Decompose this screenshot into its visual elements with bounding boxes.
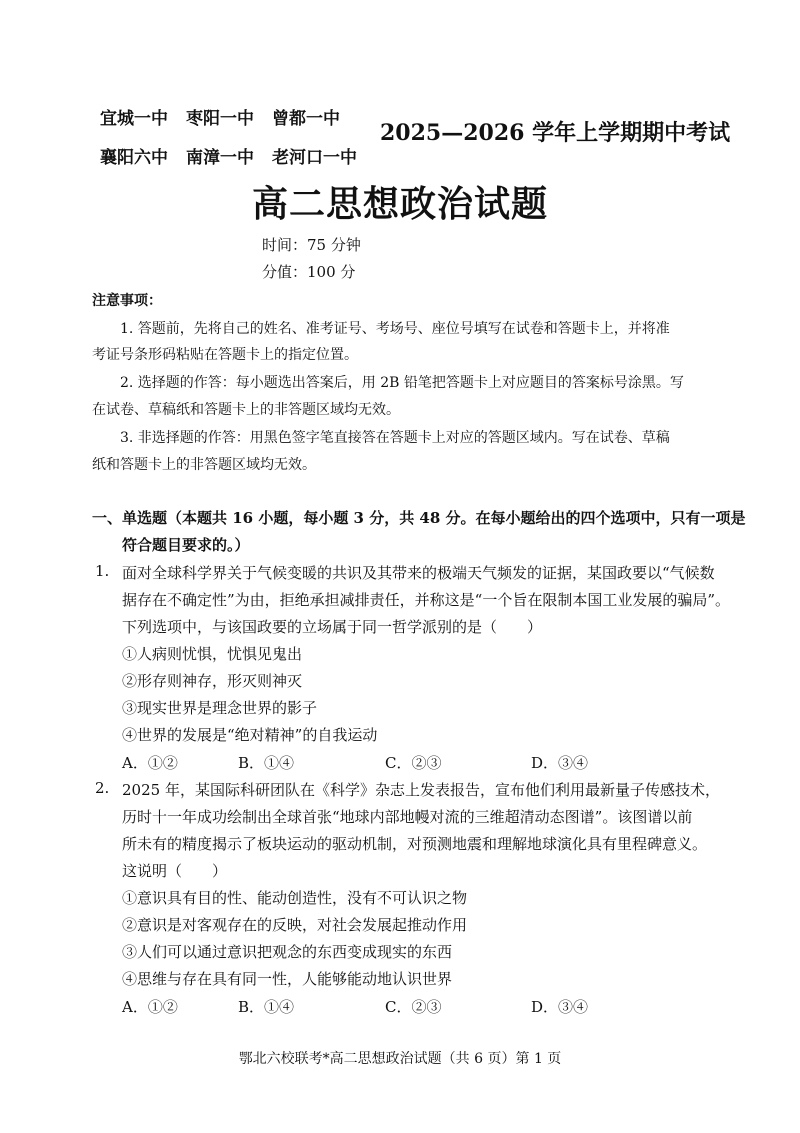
- page-footer: 鄂北六校联考*高二思想政治试题（共 6 页）第 1 页: [238, 1051, 562, 1067]
- exam-score: 分值：100 分: [262, 263, 356, 281]
- answer-option: A．①②: [122, 754, 178, 772]
- notice-heading: 注意事项：: [92, 293, 162, 309]
- section-heading-cont: 符合题目要求的。）: [122, 536, 250, 554]
- question-item: ②形存则神存，形灭则神灭: [122, 672, 303, 690]
- question-item: ③现实世界是理念世界的影子: [122, 699, 318, 717]
- question-item: ①意识具有目的性、能动创造性，没有不可认识之物: [122, 889, 468, 907]
- school-name: 曾都一中: [272, 109, 340, 129]
- question-stem-line: 据存在不确定性”为由，拒绝承担减排责任，并称这是“一个旨在限制本国工业发展的骗局”。: [122, 591, 731, 609]
- question-item: ①人病则忧惧，忧惧见鬼出: [122, 645, 303, 663]
- question-item: ④思维与存在具有同一性，人能够能动地认识世界: [122, 970, 453, 988]
- school-name: 襄阳六中: [100, 148, 168, 168]
- notice-line: 2. 选择题的作答：每小题选出答案后，用 2B 铅笔把答题卡上对应题目的答案标号涂黑。写: [120, 375, 684, 391]
- notice-line: 纸和答题卡上的非答题区域均无效。: [92, 457, 316, 473]
- notice-line: 在试卷、草稿纸和答题卡上的非答题区域均无效。: [92, 402, 400, 418]
- question-stem-line: 所未有的精度揭示了板块运动的驱动机制，对预测地震和理解地球演化具有里程碑意义。: [122, 835, 708, 853]
- notice-line: 3. 非选择题的作答：用黑色签字笔直接答在答题卡上对应的答题区域内。写在试卷、草稿: [120, 430, 670, 446]
- school-name: 枣阳一中: [186, 109, 254, 129]
- exam-name: 2025—2026 学年上学期期中考试: [380, 120, 731, 146]
- question-item: ④世界的发展是“绝对精神”的自我运动: [122, 726, 378, 744]
- question-stem-line: 2025 年，某国际科研团队在《科学》杂志上发表报告，宣布他们利用最新量子传感技术，: [122, 781, 720, 799]
- school-name: 老河口一中: [272, 148, 357, 168]
- question-item: ②意识是对客观存在的反映，对社会发展起推动作用: [122, 916, 468, 934]
- question-stem-line: 这说明（ ）: [122, 862, 228, 880]
- question-stem-line: 面对全球科学界关于气候变暖的共识及其带来的极端天气频发的证据，某国政要以“气候数: [122, 564, 715, 582]
- notice-line: 1. 答题前，先将自己的姓名、准考证号、考场号、座位号填写在试卷和答题卡上，并将准: [120, 321, 670, 337]
- question-item: ③人们可以通过意识把观念的东西变成现实的东西: [122, 943, 453, 961]
- answer-option: D．③④: [531, 754, 589, 772]
- answer-option: D．③④: [531, 998, 589, 1016]
- question-stem-line: 历时十一年成功绘制出全球首张“地球内部地幔对流的三维超清动态图谱”。该图谱以前: [122, 808, 693, 826]
- question-stem-line: 下列选项中，与该国政要的立场属于同一哲学派别的是（ ）: [122, 618, 543, 636]
- answer-option: B．①④: [238, 998, 295, 1016]
- section-heading: 一、单选题（本题共 16 小题，每小题 3 分，共 48 分。在每小题给出的四个选项中，只有一项是: [92, 509, 746, 527]
- school-name: 宜城一中: [100, 109, 168, 129]
- page-title: 高二思想政治试题: [251, 183, 548, 225]
- exam-time: 时间：75 分钟: [262, 236, 361, 254]
- school-name: 南漳一中: [186, 148, 254, 168]
- answer-option: C．②③: [385, 998, 442, 1016]
- answer-option: B．①④: [238, 754, 295, 772]
- question-number: 2.: [95, 779, 110, 797]
- question-number: 1.: [95, 562, 110, 580]
- answer-option: C．②③: [385, 754, 442, 772]
- notice-line: 考证号条形码粘贴在答题卡上的指定位置。: [92, 347, 358, 363]
- answer-option: A．①②: [122, 998, 178, 1016]
